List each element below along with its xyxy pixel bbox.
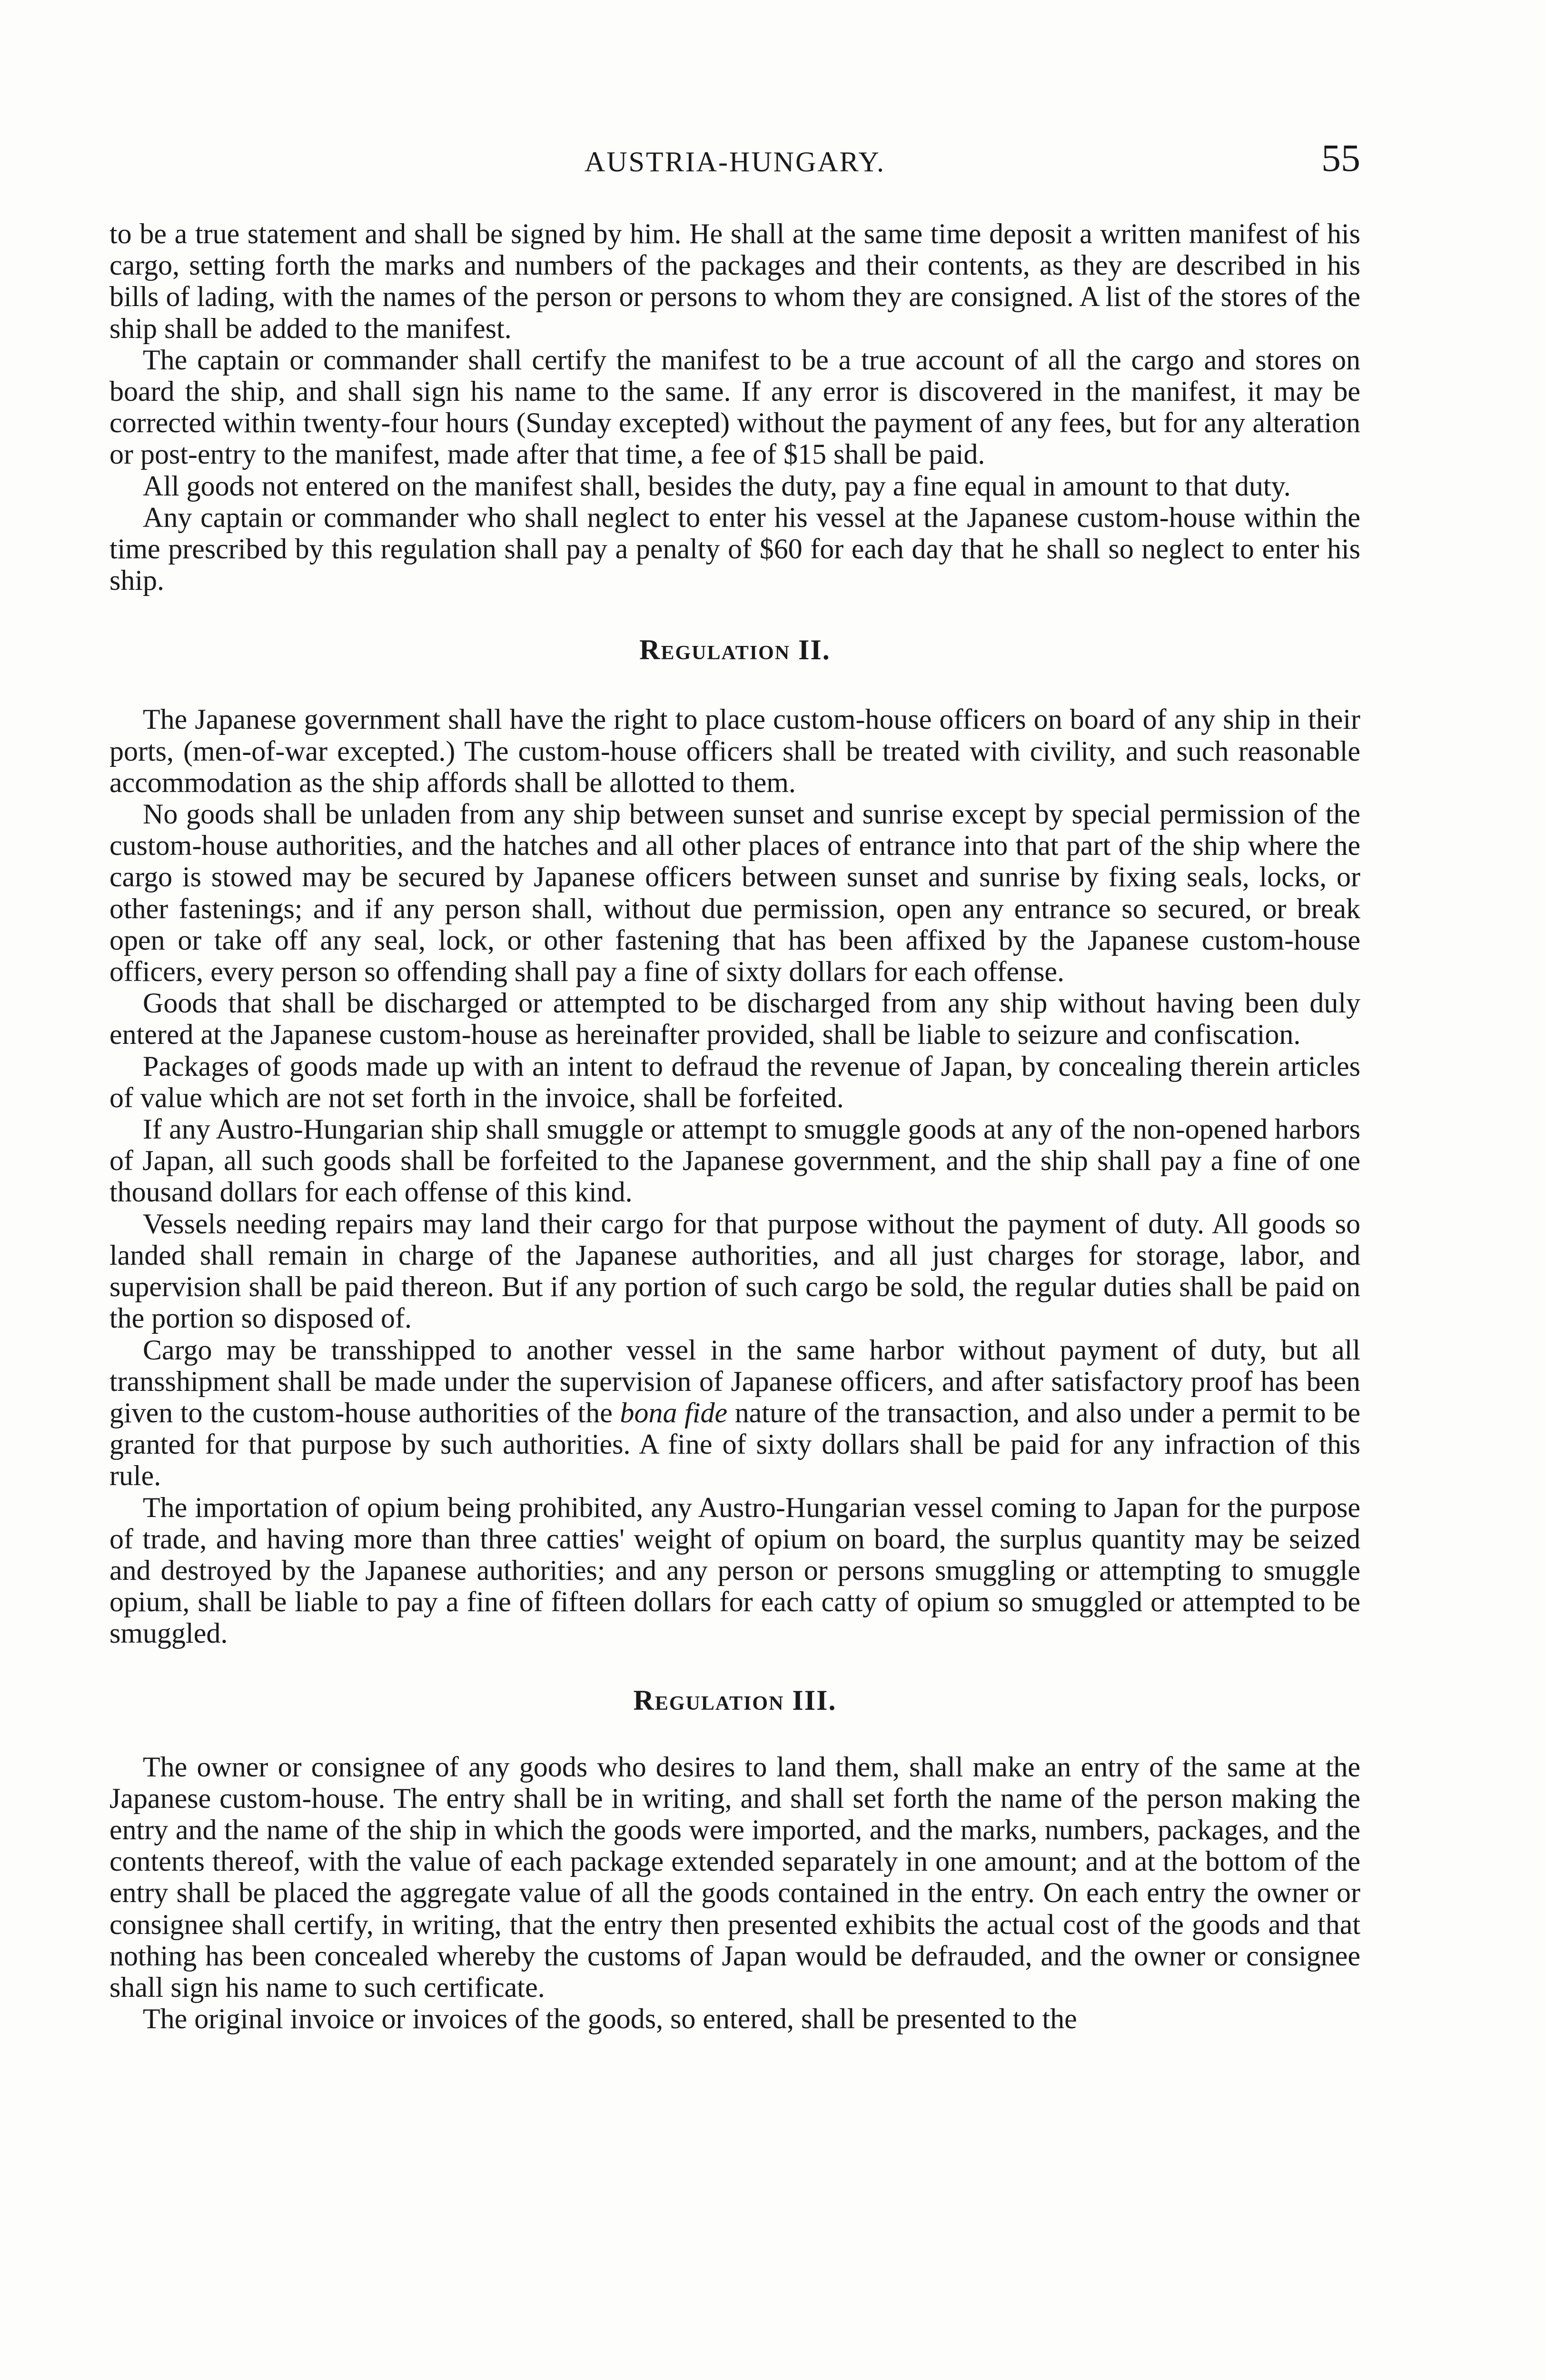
paragraph-unlading-hours: No goods shall be unladen from any ship between sunset and sunrise except by special permission of the custom-house authorities, and the hatches and all other places of entrance into that part of the ship where the cargo is stowed may be secured by Japanese officers between sunset and sunrise by fixing seals, locks, or other fastenings; and if any person shall, without due permission, open any entrance so secured, or break open or take off any seal, lock, or other fastening that has been affixed by the Japanese custom-house officers, every person so offending shall pay a fine of sixty dollars for each offense. [109, 798, 1360, 988]
section-heading-regulation-2: Regulation II. [639, 634, 831, 666]
running-header [109, 138, 1360, 186]
paragraph-transshipment-part-a: Cargo may be transshipped to another vessel in the same harbor without payment of duty, but all transshipment shall be made under the supervision of Japanese officers, and after satisfactory proof has been given to the custom-house authorities of the [109, 1334, 1360, 1428]
page-number: 55 [1321, 136, 1360, 179]
running-title: AUSTRIA-HUNGARY. [585, 146, 885, 178]
paragraph-opium: The importation of opium being prohibited, any Austro-Hungarian vessel coming to Japan for the purpose of trade, and having more than three catties' weight of opium on board, the surplus quantity may be seized and destroyed by the Japanese authorities; and any person or persons smuggling or attempting to smuggle opium, shall be liable to pay a fine of fifteen dollars for each catty of opium so smuggled or attempted to be smuggled. [109, 1491, 1360, 1649]
paragraph-continued: to be a true statement and shall be signed by him. He shall at the same time deposit a written manifest of his cargo, setting forth the marks and numbers of the packages and their contents, as they are described in his bills of lading, with the names of the person or persons to whom they are consigned. A list of the stores of the ship shall be added to the manifest. [109, 218, 1360, 344]
paragraph-transshipment-part-b: nature of the transaction, and also under a permit to be granted for that purpose by such authorities. A fine of sixty dollars shall be paid for any infraction of this rule. [109, 1397, 1361, 1492]
paragraph-transshipment [109, 1334, 1360, 1492]
paragraph-goods-not-entered: All goods not entered on the manifest shall, besides the duty, pay a fine equal in amount to that duty. [143, 470, 1291, 502]
paragraph-unentered-goods: Goods that shall be discharged or attempted to be discharged from any ship without having been duly entered at the Japanese custom-house as hereinafter provided, shall be liable to seizure and confiscation. [109, 987, 1360, 1051]
paragraph-repairs: Vessels needing repairs may land their cargo for that purpose without the payment of duty. All goods so landed shall remain in charge of the Japanese authorities, and all just charges for storage, labor, and supervision shall be paid thereon. But if any portion of such cargo be sold, the regular duties shall be paid on the portion so disposed of. [109, 1208, 1360, 1334]
paragraph-concealed-packages: Packages of goods made up with an intent to defraud the revenue of Japan, by concealing therein articles of value which are not set forth in the invoice, shall be forfeited. [109, 1050, 1360, 1113]
paragraph-manifest-certification: The captain or commander shall certify the manifest to be a true account of all the cargo and stores on board the ship, and shall sign his name to the same. If any error is discovered in the manifest, it may be corrected within twenty-four hours (Sunday excepted) without the payment of any fees, but for any alteration or post-entry to the manifest, made after that time, a fee of $15 shall be paid. [109, 344, 1360, 470]
paragraph-entry-of-goods: The owner or consignee of any goods who desires to land them, shall make an entry of the same at the Japanese custom-house. The entry shall be in writing, and shall set forth the name of the person making the entry and the name of the ship in which the goods were imported, and the marks, numbers, packages, and the contents thereof, with the value of each package extended separately in one amount; and at the bottom of the entry shall be placed the aggregate value of all the goods contained in the entry. On each entry the owner or consignee shall certify, in writing, that the entry then presented exhibits the actual cost of the goods and that nothing has been concealed whereby the customs of Japan would be defrauded, and the owner or consignee shall sign his name to such certificate. [109, 1751, 1360, 2003]
paragraph-original-invoice: The original invoice or invoices of the goods, so entered, shall be presented to the [143, 2003, 1077, 2035]
paragraph-smuggling: If any Austro-Hungarian ship shall smuggle or attempt to smuggle goods at any of the non-opened harbors of Japan, all such goods shall be forfeited to the Japanese government, and the ship shall pay a fine of one thousand dollars for each offense of this kind. [109, 1113, 1360, 1208]
paragraph-penalty-neglect: Any captain or commander who shall neglect to enter his vessel at the Japanese custom-house within the time prescribed by this regulation shall pay a penalty of $60 for each day that he shall so neglect to enter his ship. [109, 501, 1360, 596]
bona-fide-italic: bona fide [620, 1397, 728, 1428]
paragraph-custom-house-officers: The Japanese government shall have the right to place custom-house officers on board of any ship in their ports, (men-of-war excepted.) The custom-house officers shall be treated with civility, and such reasonable accommodation as the ship affords shall be allotted to them. [109, 704, 1360, 798]
body-text [109, 218, 1360, 2034]
section-heading-regulation-3: Regulation III. [633, 1684, 837, 1716]
